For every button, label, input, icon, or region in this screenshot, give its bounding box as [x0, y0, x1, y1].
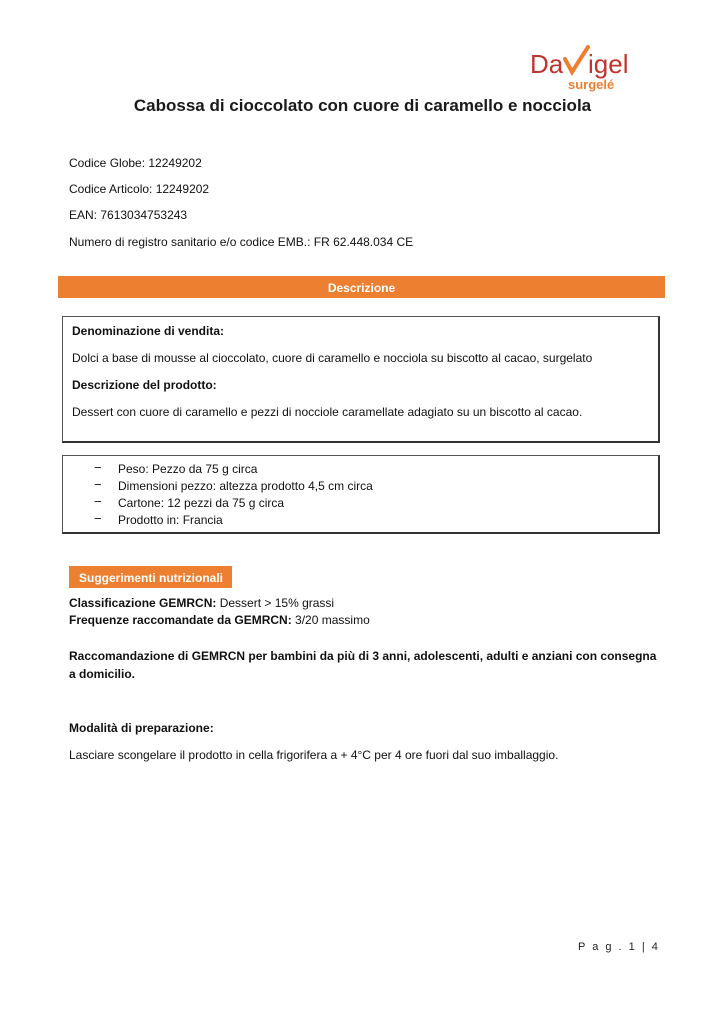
spec-carton: Cartone: 12 pezzi da 75 g circa	[118, 496, 285, 510]
classification-line	[69, 596, 334, 610]
nutrition-tag: Suggerimenti nutrizionali	[69, 566, 232, 588]
frequency-line	[69, 613, 370, 627]
name-text: Dolci a base di mousse al cioccolato, cuore di caramello e nocciola su biscotto al cacao, surgelato	[72, 351, 593, 365]
classification-value: Dessert > 15% grassi	[216, 596, 335, 610]
descrizione-section-bar: Descrizione	[58, 276, 665, 298]
logo-text-da: Da	[530, 49, 564, 79]
desc-text: Dessert con cuore di caramello e pezzi di nocciole caramellate adagiato su un biscotto al cacao.	[72, 405, 583, 419]
preparation-text: Lasciare scongelare il prodotto in cella frigorifera a + 4°C per 4 ore fuori dal suo imballaggio.	[69, 748, 559, 762]
codice-globe: Codice Globe: 12249202	[69, 156, 202, 170]
name-label: Denominazione di vendita:	[72, 324, 225, 338]
classification-label: Classificazione GEMRCN:	[69, 596, 217, 610]
specs-box	[62, 455, 660, 534]
gemrcn-recommendation: Raccomandazione di GEMRCN per bambini da più di 3 anni, adolescenti, adulti e anziani con consegna a domicilio.	[69, 649, 657, 681]
registro-sanitario: Numero di registro sanitario e/o codice EMB.: FR 62.448.034 CE	[69, 235, 414, 249]
page-title: Cabossa di cioccolato con cuore di caramello e nocciola	[133, 96, 592, 115]
ean-code: EAN: 7613034753243	[69, 208, 188, 222]
desc-label: Descrizione del prodotto:	[72, 378, 217, 392]
logo-text-surgele: surgelé	[568, 77, 615, 92]
dash-bullet: −	[94, 460, 102, 475]
description-box	[62, 316, 660, 443]
dash-bullet: −	[94, 494, 102, 509]
preparation-label: Modalità di preparazione:	[69, 721, 214, 735]
davigel-logo	[528, 42, 660, 94]
spec-dimensions: Dimensioni pezzo: altezza prodotto 4,5 cm circa	[118, 479, 373, 493]
dash-bullet: −	[94, 511, 102, 526]
dash-bullet: −	[94, 477, 102, 492]
logo-check-mark	[565, 47, 588, 72]
logo-text-igel: igel	[588, 49, 629, 79]
spec-weight: Peso: Pezzo da 75 g circa	[118, 462, 258, 476]
codice-articolo: Codice Articolo: 12249202	[69, 182, 210, 196]
spec-origin: Prodotto in: Francia	[118, 513, 223, 527]
frequency-label: Frequenze raccomandate da GEMRCN:	[69, 613, 292, 627]
frequency-value: 3/20 massimo	[291, 613, 370, 627]
page-number: P a g . 1 | 4	[578, 941, 660, 953]
